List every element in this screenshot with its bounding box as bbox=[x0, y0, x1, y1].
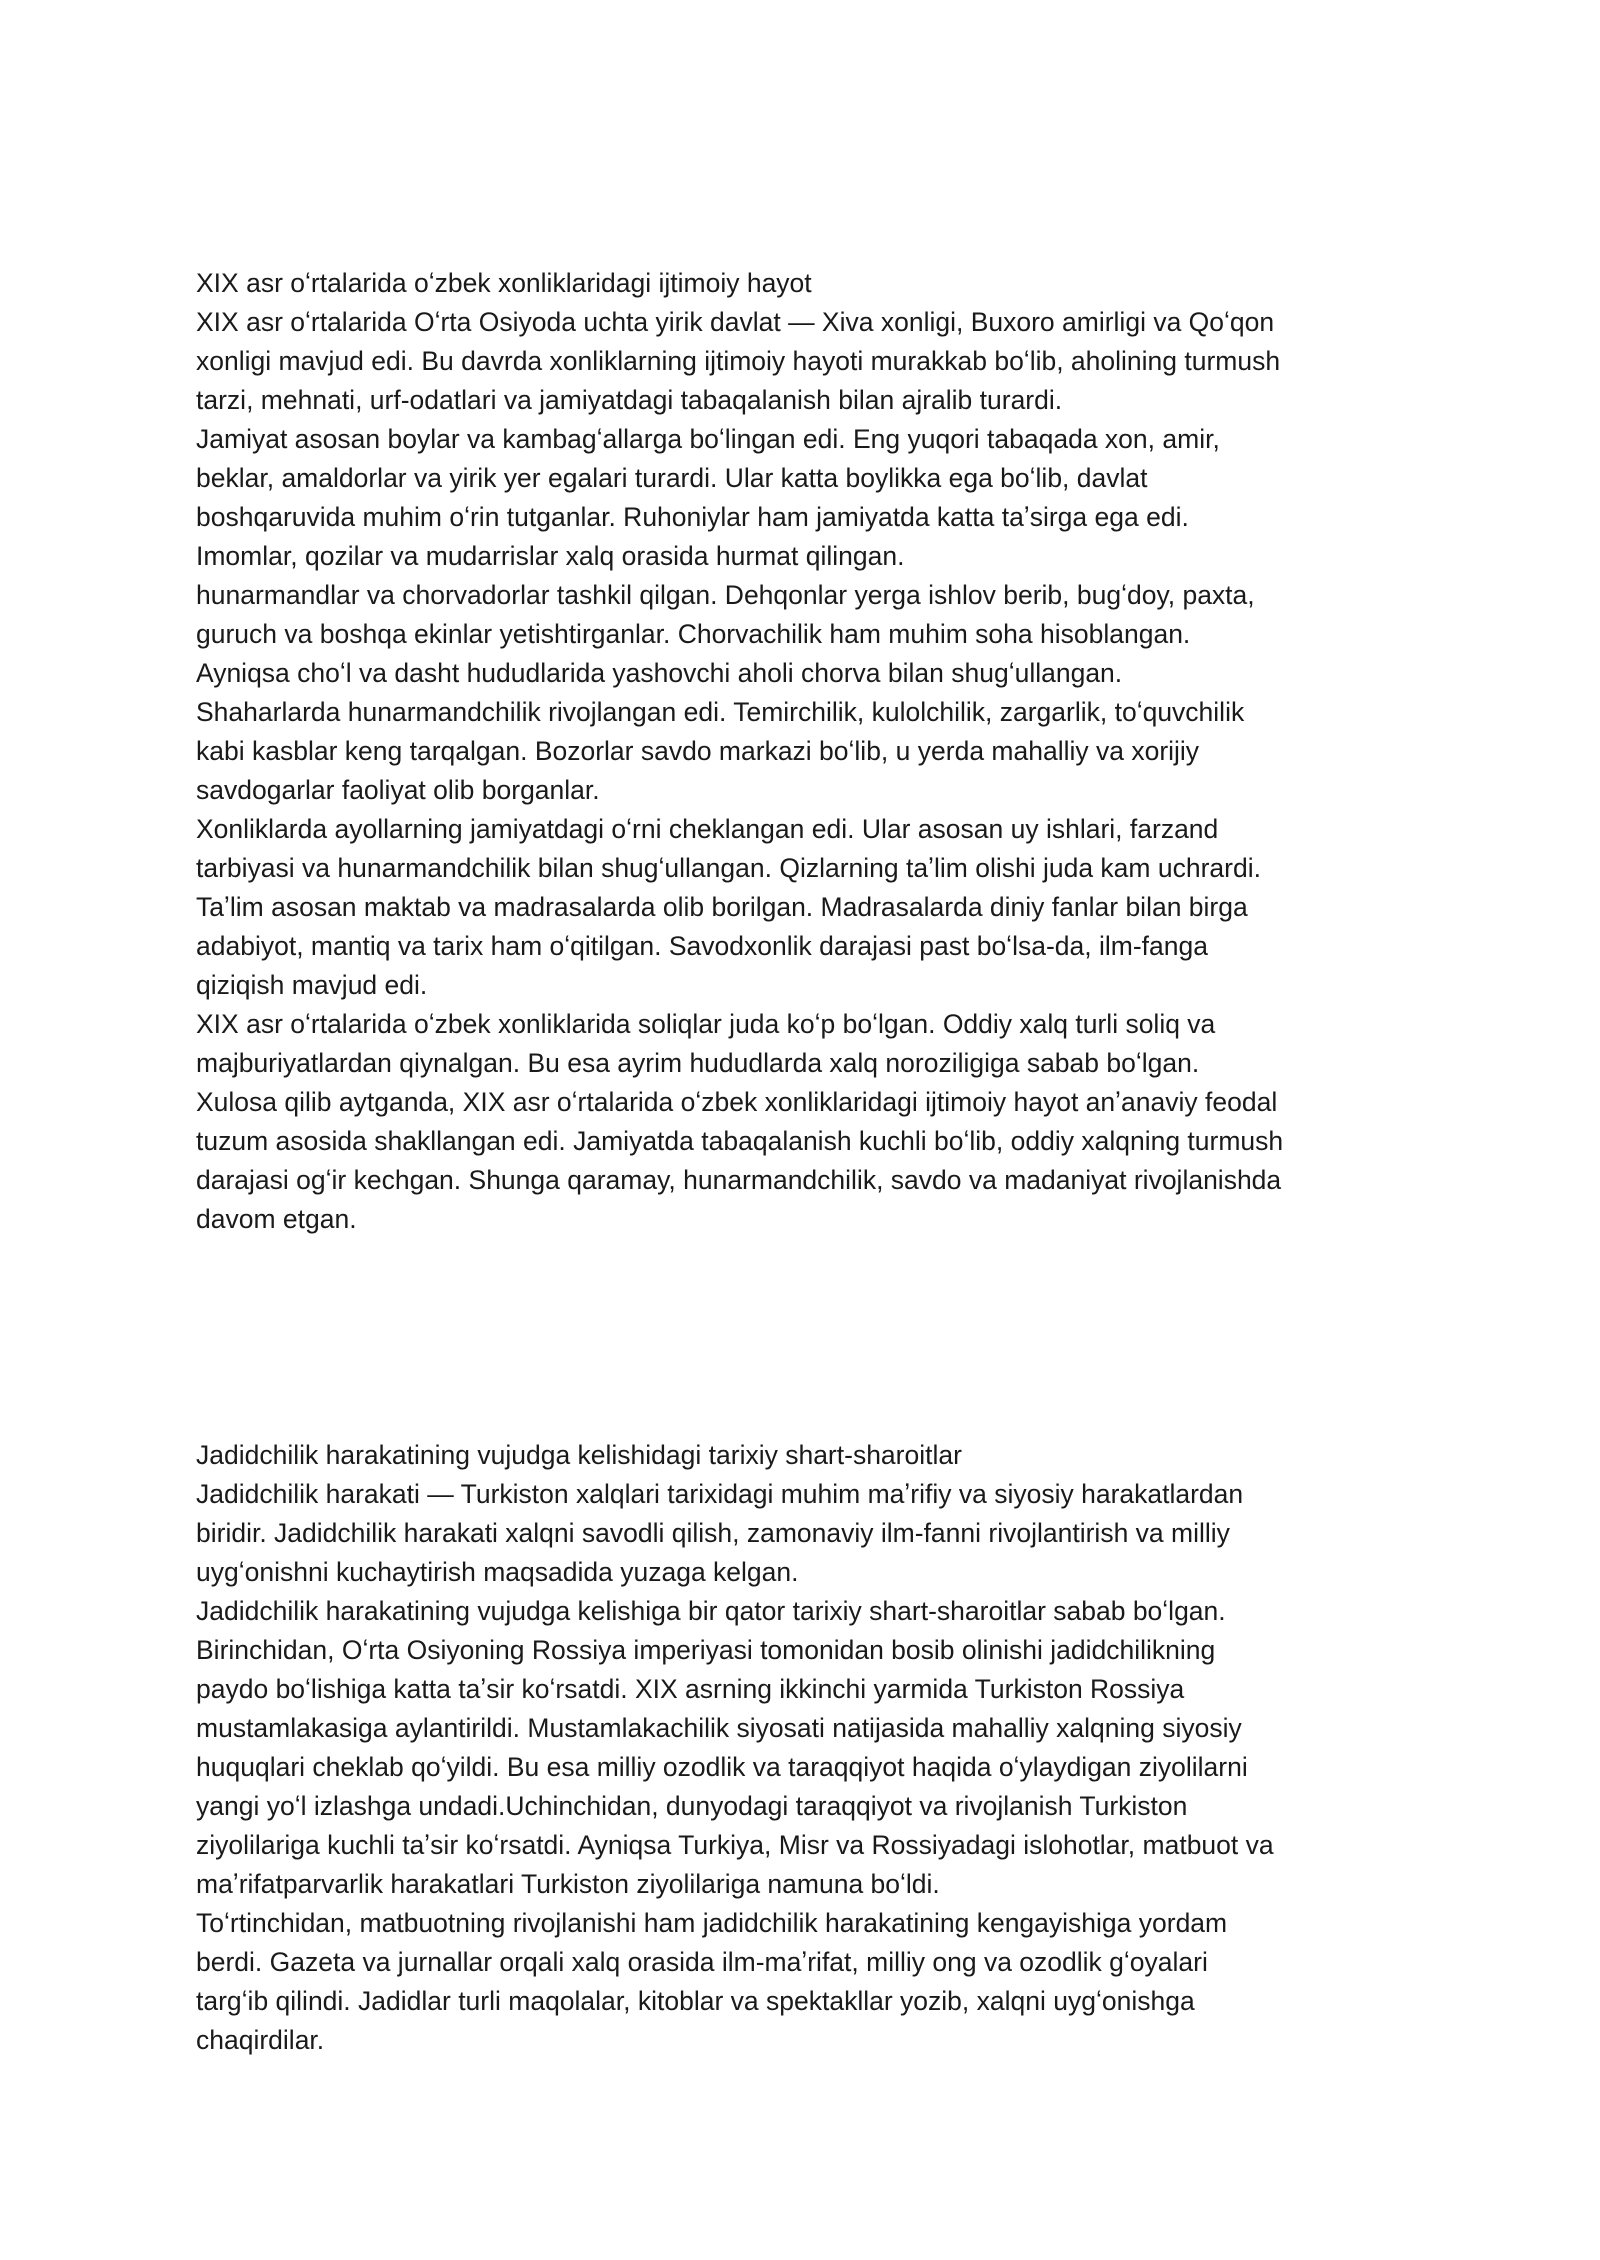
paragraph-line: chaqirdilar. bbox=[196, 2025, 325, 2055]
paragraph-line: tarbiyasi va hunarmandchilik bilan shugʻullangan. Qizlarning taʼlim olishi juda kam uchrardi. bbox=[196, 853, 1261, 883]
paragraph-line: davom etgan. bbox=[196, 1204, 357, 1234]
paragraph-line: Ayniqsa choʻl va dasht hududlarida yashovchi aholi chorva bilan shugʻullangan. bbox=[196, 658, 1123, 688]
paragraph-line: beklar, amaldorlar va yirik yer egalari turardi. Ular katta boylikka ega boʻlib, davlat bbox=[196, 463, 1148, 493]
paragraph-line: biridir. Jadidchilik harakati xalqni savodli qilish, zamonaviy ilm-fanni rivojlantirish va milliy bbox=[196, 1518, 1230, 1548]
paragraph-line: qiziqish mavjud edi. bbox=[196, 970, 428, 1000]
section-title: Jadidchilik harakatining vujudga kelishidagi tarixiy shart-sharoitlar bbox=[196, 1440, 962, 1470]
paragraph-line: Toʻrtinchidan, matbuotning rivojlanishi ham jadidchilik harakatining kengayishiga yordam bbox=[196, 1908, 1228, 1938]
section-title: XIX asr oʻrtalarida oʻzbek xonliklaridagi ijtimoiy hayot bbox=[196, 268, 812, 298]
paragraph-line: ziyolilariga kuchli taʼsir koʻrsatdi. Ayniqsa Turkiya, Misr va Rossiyadagi islohotlar, matbuot va bbox=[196, 1830, 1274, 1860]
paragraph-line: adabiyot, mantiq va tarix ham oʻqitilgan. Savodxonlik darajasi past boʻlsa-da, ilm-fanga bbox=[196, 931, 1208, 961]
paragraph-line: kabi kasblar keng tarqalgan. Bozorlar savdo markazi boʻlib, u yerda mahalliy va xorijiy bbox=[196, 736, 1200, 766]
paragraph-line: Birinchidan, Oʻrta Osiyoning Rossiya imperiyasi tomonidan bosib olinishi jadidchilikning bbox=[196, 1635, 1216, 1665]
section-jadid-movement bbox=[196, 1436, 1466, 2060]
paragraph-line: guruch va boshqa ekinlar yetishtirganlar. Chorvachilik ham muhim soha hisoblangan. bbox=[196, 619, 1191, 649]
paragraph-line: Jamiyat asosan boylar va kambagʻallarga boʻlingan edi. Eng yuqori tabaqada xon, amir, bbox=[196, 424, 1220, 454]
paragraph-line: tarzi, mehnati, urf-odatlari va jamiyatdagi tabaqalanish bilan ajralib turardi. bbox=[196, 385, 1063, 415]
paragraph-line: Imomlar, qozilar va mudarrislar xalq orasida hurmat qilingan. bbox=[196, 541, 905, 571]
paragraph-line: targʻib qilindi. Jadidlar turli maqolalar, kitoblar va spektakllar yozib, xalqni uygʻonishga bbox=[196, 1986, 1195, 2016]
paragraph-line: mustamlakasiga aylantirildi. Mustamlakachilik siyosati natijasida mahalliy xalqning siyosiy bbox=[196, 1713, 1242, 1743]
paragraph-line: XIX asr oʻrtalarida Oʻrta Osiyoda uchta yirik davlat — Xiva xonligi, Buxoro amirligi va Qoʻqon bbox=[196, 307, 1275, 337]
paragraph-line: XIX asr oʻrtalarida oʻzbek xonliklarida soliqlar juda koʻp boʻlgan. Oddiy xalq turli soliq va bbox=[196, 1009, 1216, 1039]
paragraph-line: Taʼlim asosan maktab va madrasalarda olib borilgan. Madrasalarda diniy fanlar bilan birga bbox=[196, 892, 1248, 922]
paragraph-line: uygʻonishni kuchaytirish maqsadida yuzaga kelgan. bbox=[196, 1557, 799, 1587]
paragraph-line: berdi. Gazeta va jurnallar orqali xalq orasida ilm-maʼrifat, milliy ong va ozodlik gʻoyalari bbox=[196, 1947, 1208, 1977]
paragraph-line: savdogarlar faoliyat olib borganlar. bbox=[196, 775, 600, 805]
paragraph-line: Xulosa qilib aytganda, XIX asr oʻrtalarida oʻzbek xonliklaridagi ijtimoiy hayot anʼanaviy feodal bbox=[196, 1087, 1278, 1117]
paragraph-line: maʼrifatparvarlik harakatlari Turkiston ziyolilariga namuna boʻldi. bbox=[196, 1869, 940, 1899]
paragraph-line: majburiyatlardan qiynalgan. Bu esa ayrim hududlarda xalq noroziligiga sabab boʻlgan. bbox=[196, 1048, 1200, 1078]
paragraph-line: boshqaruvida muhim oʻrin tutganlar. Ruhoniylar ham jamiyatda katta taʼsirga ega edi. bbox=[196, 502, 1189, 532]
paragraph-line: Jadidchilik harakati — Turkiston xalqlari tarixidagi muhim maʼrifiy va siyosiy harakatlardan bbox=[196, 1479, 1244, 1509]
paragraph-line: tuzum asosida shakllangan edi. Jamiyatda tabaqalanish kuchli boʻlib, oddiy xalqning turmush bbox=[196, 1126, 1284, 1156]
paragraph-line: paydo boʻlishiga katta taʼsir koʻrsatdi. XIX asrning ikkinchi yarmida Turkiston Rossiya bbox=[196, 1674, 1185, 1704]
paragraph-line: xonligi mavjud edi. Bu davrda xonliklarning ijtimoiy hayoti murakkab boʻlib, aholining turmush bbox=[196, 346, 1281, 376]
paragraph-line: Shaharlarda hunarmandchilik rivojlangan edi. Temirchilik, kulolchilik, zargarlik, toʻquvchilik bbox=[196, 697, 1245, 727]
paragraph-line: darajasi ogʻir kechgan. Shunga qaramay, hunarmandchilik, savdo va madaniyat rivojlanishda bbox=[196, 1165, 1282, 1195]
paragraph-line: huquqlari cheklab qoʻyildi. Bu esa milliy ozodlik va taraqqiyot haqida oʻylaydigan ziyolilarni bbox=[196, 1752, 1248, 1782]
paragraph-line: Xonliklarda ayollarning jamiyatdagi oʻrni cheklangan edi. Ular asosan uy ishlari, farzand bbox=[196, 814, 1219, 844]
paragraph-line: yangi yoʻl izlashga undadi.Uchinchidan, dunyodagi taraqqiyot va rivojlanish Turkiston bbox=[196, 1791, 1188, 1821]
paragraph-line: hunarmandlar va chorvadorlar tashkil qilgan. Dehqonlar yerga ishlov berib, bugʻdoy, paxta, bbox=[196, 580, 1255, 610]
section-social-life bbox=[196, 264, 1466, 1239]
paragraph-line: Jadidchilik harakatining vujudga kelishiga bir qator tarixiy shart-sharoitlar sabab boʻlgan. bbox=[196, 1596, 1226, 1626]
